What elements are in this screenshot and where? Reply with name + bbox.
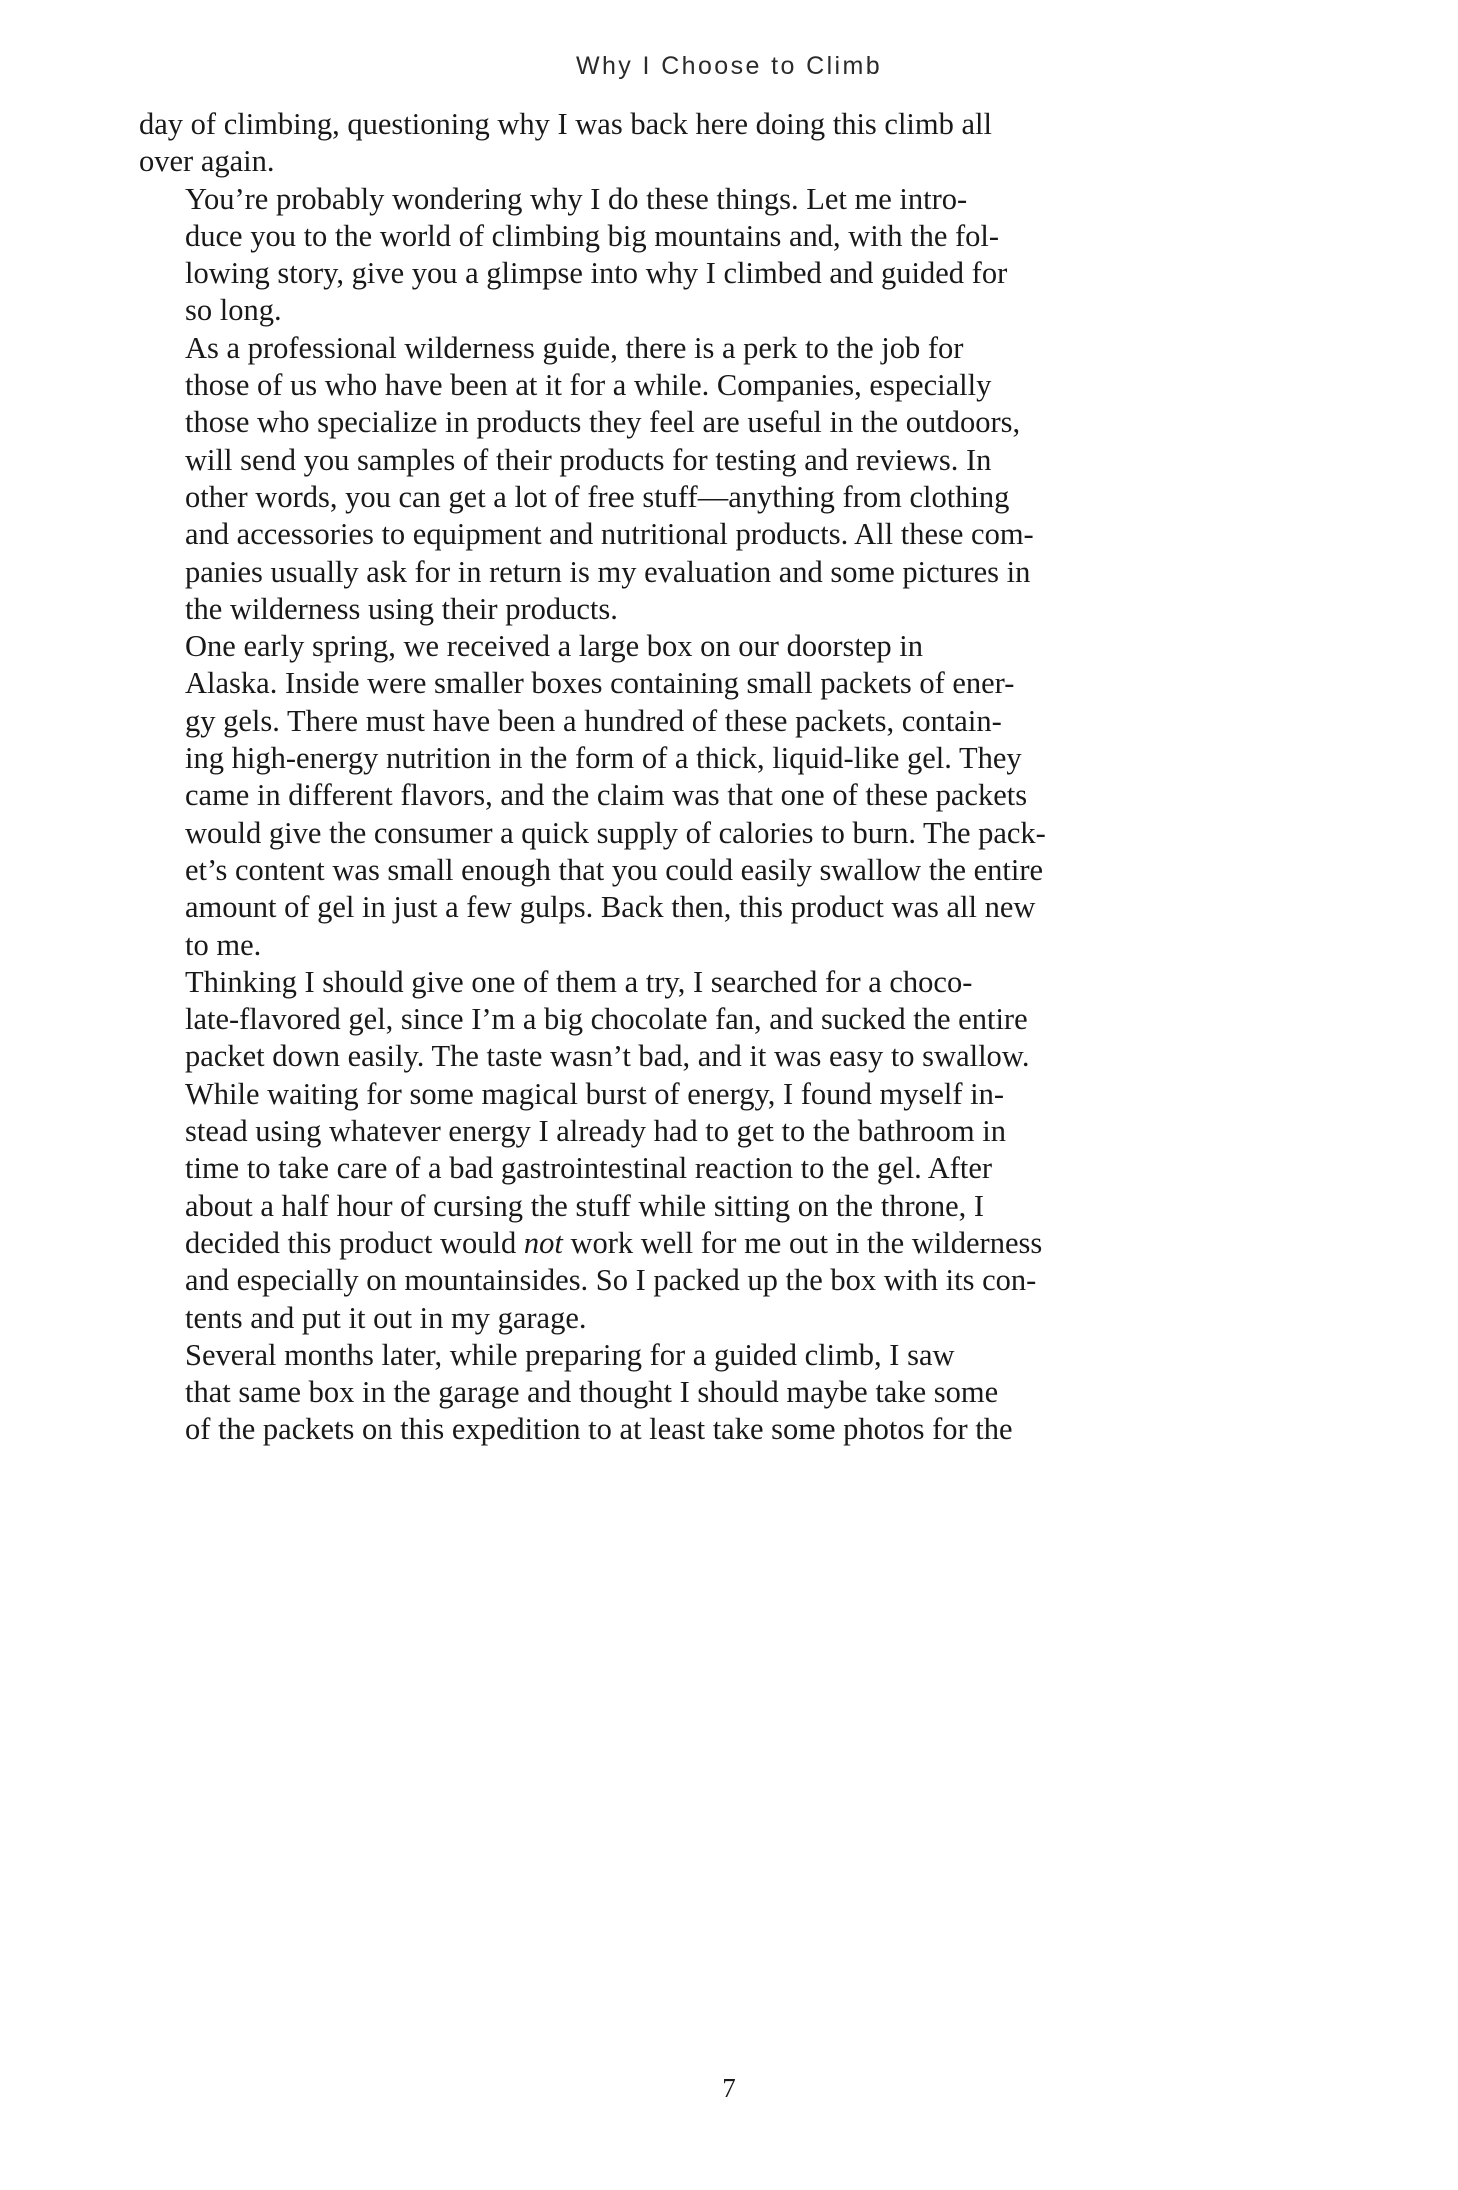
paragraph: [139, 330, 1034, 628]
text-line: decided this product would not work well for me out in the wilderness: [185, 1225, 1043, 1260]
text-line: and accessories to equipment and nutritional products. All these com-: [185, 517, 1034, 552]
text-line: of the packets on this expedition to at least take some photos for the: [185, 1412, 1013, 1447]
text-line: tents and put it out in my garage.: [185, 1300, 587, 1335]
text-line: ing high-energy nutrition in the form of a thick, liquid-like gel. They: [185, 741, 1022, 776]
text-line: other words, you can get a lot of free stuff—anything from clothing: [185, 479, 1010, 514]
text-line: Several months later, while preparing for a guided climb, I saw: [185, 1337, 955, 1372]
page-number: 7: [722, 2073, 736, 2103]
text-line: et’s content was small enough that you could easily swallow the entire: [185, 852, 1044, 887]
text-line: those of us who have been at it for a while. Companies, especially: [185, 368, 992, 403]
text-line: You’re probably wondering why I do these things. Let me intro-: [185, 181, 968, 216]
text-line: late-flavored gel, since I’m a big chocolate fan, and sucked the entire: [185, 1002, 1028, 1037]
body-text-block: [139, 106, 1046, 1449]
text-line: those who specialize in products they feel are useful in the outdoors,: [185, 405, 1021, 440]
paragraph: [139, 181, 1008, 330]
text-line: One early spring, we received a large box on our doorstep in: [185, 629, 923, 664]
paragraph: [139, 1337, 1013, 1449]
text-line: panies usually ask for in return is my evaluation and some pictures in: [185, 554, 1031, 589]
text-line: so long.: [185, 293, 282, 328]
text-line: came in different flavors, and the claim was that one of these packets: [185, 778, 1028, 813]
text-line: As a professional wilderness guide, there is a perk to the job for: [185, 330, 964, 365]
text-line: day of climbing, questioning why I was back here doing this climb all: [139, 107, 992, 141]
text-line: over again.: [139, 144, 275, 179]
text-line: would give the consumer a quick supply of calories to burn. The pack-: [185, 815, 1046, 850]
text-line: time to take care of a bad gastrointestinal reaction to the gel. After: [185, 1151, 993, 1186]
text-line: duce you to the world of climbing big mountains and, with the fol-: [185, 218, 1000, 253]
emphasis-word: not: [523, 1225, 563, 1260]
text-line: and especially on mountainsides. So I packed up the box with its con-: [185, 1263, 1037, 1298]
text-line: stead using whatever energy I already had to get to the bathroom in: [185, 1114, 1006, 1149]
text-line: lowing story, give you a glimpse into why I climbed and guided for: [185, 256, 1008, 291]
text-line: gy gels. There must have been a hundred of these packets, contain-: [185, 703, 1002, 738]
paragraph: [139, 106, 992, 181]
text-line: amount of gel in just a few gulps. Back then, this product was all new: [185, 890, 1036, 925]
paragraph: [139, 628, 1046, 964]
text-line: that same box in the garage and thought I should maybe take some: [185, 1375, 999, 1410]
text-line: to me.: [185, 927, 262, 962]
paragraph: [139, 964, 1043, 1337]
text-line: packet down easily. The taste wasn’t bad, and it was easy to swallow.: [185, 1039, 1030, 1074]
text-line: about a half hour of cursing the stuff while sitting on the throne, I: [185, 1188, 985, 1223]
text-line: will send you samples of their products for testing and reviews. In: [185, 442, 992, 477]
running-header: Why I Choose to Climb: [575, 52, 883, 80]
text-line: Alaska. Inside were smaller boxes containing small packets of ener-: [185, 666, 1015, 701]
text-line: Thinking I should give one of them a try, I searched for a choco-: [185, 964, 973, 999]
text-line: the wilderness using their products.: [185, 591, 618, 626]
text-line: While waiting for some magical burst of energy, I found myself in-: [185, 1076, 1005, 1111]
